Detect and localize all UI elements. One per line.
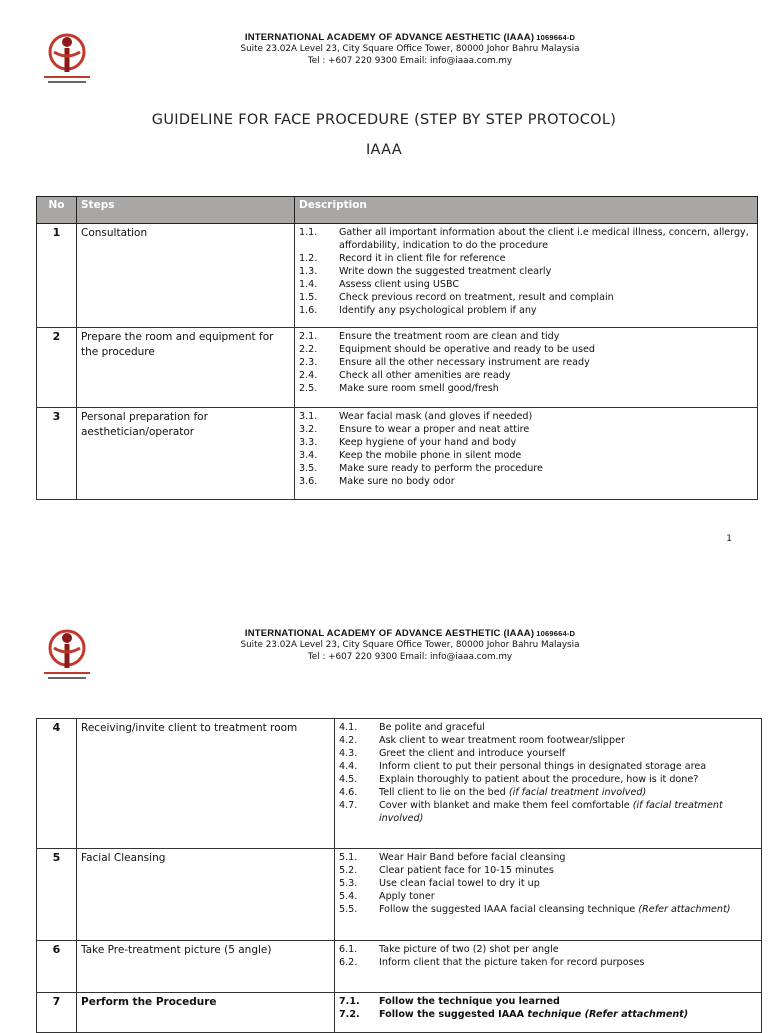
- item-number: 4.7.: [339, 800, 358, 811]
- item-number: 1.3.: [299, 266, 318, 277]
- description-item: [299, 226, 753, 252]
- table-row: [37, 993, 762, 1033]
- item-text: [379, 864, 757, 877]
- item-text: [339, 304, 753, 317]
- item-text-main: Tell client to lie on the bed: [379, 787, 506, 798]
- item-note: (Refer attachment): [638, 904, 731, 915]
- item-text: [339, 291, 753, 304]
- item-number: 7.1.: [339, 996, 360, 1007]
- description-item: [299, 475, 753, 488]
- item-text-main: Ask client to wear treatment room footwear/slipper: [379, 735, 625, 746]
- description-item: [299, 343, 753, 356]
- item-number: 5.2.: [339, 865, 358, 876]
- item-text-main: Assess client using USBC: [339, 279, 460, 290]
- item-number: 4.2.: [339, 735, 358, 746]
- item-text-main: Check all other amenities are ready: [339, 370, 511, 381]
- item-text: [379, 773, 757, 786]
- step-number: 4: [37, 719, 77, 849]
- item-text-main: Keep the mobile phone in silent mode: [339, 450, 522, 461]
- item-text: [339, 369, 753, 382]
- item-number: 3.3.: [299, 437, 318, 448]
- item-text-main: Wear facial mask (and gloves if needed): [339, 411, 533, 422]
- item-text: [379, 943, 757, 956]
- description-item: [299, 265, 753, 278]
- item-text-main: Wear Hair Band before facial cleansing: [379, 852, 566, 863]
- description-item: [299, 449, 753, 462]
- description-item: [339, 890, 757, 903]
- item-text: [339, 410, 753, 423]
- table-row: [37, 941, 762, 993]
- iaaa-logo-icon: [36, 30, 98, 90]
- item-text-main: Ensure the treatment room are clean and tidy: [339, 331, 560, 342]
- item-text: [339, 252, 753, 265]
- description-item: [339, 851, 757, 864]
- org-address: Suite 23.02A Level 23, City Square Office Tower, 80000 Johor Bahru Malaysia: [240, 640, 580, 650]
- item-number: 3.6.: [299, 476, 318, 487]
- description-item: [299, 369, 753, 382]
- item-text: [339, 475, 753, 488]
- item-text: [379, 851, 757, 864]
- page-header: [0, 30, 768, 100]
- document-title: GUIDELINE FOR FACE PROCEDURE (STEP BY STEP PROTOCOL): [151, 112, 617, 128]
- item-number: 4.1.: [339, 722, 358, 733]
- description-item: [299, 436, 753, 449]
- item-text-main: Equipment should be operative and ready to be used: [339, 344, 595, 355]
- step-name: Take Pre-treatment picture (5 angle): [77, 941, 335, 993]
- item-number: 5.3.: [339, 878, 358, 889]
- item-text: [379, 747, 757, 760]
- procedure-table-page-1: [36, 196, 758, 500]
- org-contact: Tel : +607 220 9300 Email: info@iaaa.com.my: [307, 652, 513, 662]
- step-name: Personal preparation for aesthetician/operator: [77, 408, 295, 500]
- item-text-main: Record it in client file for reference: [339, 253, 506, 264]
- step-name: Perform the Procedure: [77, 993, 335, 1033]
- description-item: [299, 462, 753, 475]
- item-number: 3.5.: [299, 463, 318, 474]
- item-text-main: Inform client to put their personal things in designated storage area: [379, 761, 707, 772]
- item-number: 5.5.: [339, 904, 358, 915]
- item-number: 2.3.: [299, 357, 318, 368]
- document-page-2: [0, 610, 768, 1024]
- item-number: 1.6.: [299, 305, 318, 316]
- org-info: [190, 628, 630, 663]
- step-number: 2: [37, 328, 77, 408]
- item-text-main: Make sure ready to perform the procedure: [339, 463, 543, 474]
- item-text: [379, 995, 757, 1008]
- registration-number: 1069664-D: [536, 629, 576, 638]
- item-note: (if facial treatment involved): [508, 787, 647, 798]
- item-text-main: Ensure all the other necessary instrument are ready: [339, 357, 590, 368]
- item-text: [379, 734, 757, 747]
- item-text: [339, 423, 753, 436]
- item-number: 5.1.: [339, 852, 358, 863]
- step-number: 1: [37, 224, 77, 328]
- item-text-main: Cover with blanket and make them feel comfortable: [379, 800, 630, 811]
- org-address: Suite 23.02A Level 23, City Square Office Tower, 80000 Johor Bahru Malaysia: [240, 44, 580, 54]
- item-text: [379, 786, 757, 799]
- table-header-row: [37, 197, 758, 224]
- step-number: 3: [37, 408, 77, 500]
- description-item: [339, 734, 757, 747]
- registration-number: 1069664-D: [536, 33, 576, 42]
- description-item: [339, 943, 757, 956]
- step-description: [295, 408, 758, 500]
- item-number: 4.4.: [339, 761, 358, 772]
- description-item: [299, 252, 753, 265]
- item-text: [339, 462, 753, 475]
- item-text-main: Clear patient face for 10-15 minutes: [379, 865, 554, 876]
- org-info: [190, 32, 630, 67]
- description-item: [339, 760, 757, 773]
- item-number: 1.4.: [299, 279, 318, 290]
- step-description: [295, 224, 758, 328]
- org-name-line: [190, 628, 630, 639]
- description-item: [299, 304, 753, 317]
- item-number: 2.4.: [299, 370, 318, 381]
- description-item: [339, 864, 757, 877]
- table-row: [37, 328, 758, 408]
- item-text-main: Keep hygiene of your hand and body: [339, 437, 517, 448]
- item-text: [379, 956, 757, 969]
- item-number: 5.4.: [339, 891, 358, 902]
- item-number: 3.4.: [299, 450, 318, 461]
- item-text: [339, 343, 753, 356]
- item-text-main: Make sure no body odor: [339, 476, 455, 487]
- page-header: [0, 626, 768, 696]
- header-description: Description: [295, 197, 758, 224]
- table-row: [37, 719, 762, 849]
- description-item: [339, 995, 757, 1008]
- org-name: INTERNATIONAL ACADEMY OF ADVANCE AESTHETIC (IAAA): [244, 32, 535, 43]
- item-note: (if facial treatment involved): [379, 800, 723, 824]
- item-number: 3.1.: [299, 411, 318, 422]
- item-text-main: Apply toner: [379, 891, 435, 902]
- step-number: 7: [37, 993, 77, 1033]
- org-contact: Tel : +607 220 9300 Email: info@iaaa.com.my: [307, 56, 513, 66]
- item-text-main: Identify any psychological problem if any: [339, 305, 537, 316]
- item-text: [339, 382, 753, 395]
- item-text-main: Take picture of two (2) shot per angle: [379, 944, 559, 955]
- item-text: [339, 226, 753, 252]
- item-text-main: Follow the suggested IAAA facial cleansing technique: [379, 904, 636, 915]
- item-number: 6.1.: [339, 944, 358, 955]
- item-text-main: Be polite and graceful: [379, 722, 485, 733]
- step-name: Receiving/invite client to treatment room: [77, 719, 335, 849]
- item-text-main: Follow the technique you learned: [379, 996, 560, 1007]
- description-item: [299, 410, 753, 423]
- item-number: 6.2.: [339, 957, 358, 968]
- table-row: [37, 408, 758, 500]
- description-item: [299, 356, 753, 369]
- item-number: 1.5.: [299, 292, 318, 303]
- description-item: [339, 877, 757, 890]
- step-name: Prepare the room and equipment for the procedure: [77, 328, 295, 408]
- table-row: [37, 224, 758, 328]
- org-name: INTERNATIONAL ACADEMY OF ADVANCE AESTHETIC (IAAA): [244, 628, 535, 639]
- step-description: [335, 719, 762, 849]
- step-description: [335, 941, 762, 993]
- item-text-main: Inform client that the picture taken for record purposes: [379, 957, 645, 968]
- item-number: 7.2.: [339, 1009, 360, 1020]
- item-number: 4.3.: [339, 748, 358, 759]
- iaaa-logo-icon: [36, 626, 98, 686]
- item-text-main: Gather all important information about the client i.e medical illness, concern, allergy, affordability, indication to do the procedure: [339, 227, 749, 251]
- description-item: [299, 382, 753, 395]
- item-note: technique (Refer attachment): [527, 1009, 689, 1020]
- item-text: [339, 356, 753, 369]
- item-text: [379, 760, 757, 773]
- step-name: Facial Cleansing: [77, 849, 335, 941]
- description-item: [299, 278, 753, 291]
- item-text: [379, 799, 757, 825]
- item-number: 2.2.: [299, 344, 318, 355]
- page-number: 1: [726, 534, 732, 544]
- item-text: [339, 278, 753, 291]
- item-number: 1.2.: [299, 253, 318, 264]
- table-row: [37, 849, 762, 941]
- description-item: [339, 1008, 757, 1021]
- header-no: No: [37, 197, 77, 224]
- item-text-main: Use clean facial towel to dry it up: [379, 878, 540, 889]
- item-text: [339, 449, 753, 462]
- step-number: 5: [37, 849, 77, 941]
- item-text: [379, 721, 757, 734]
- description-item: [339, 721, 757, 734]
- description-item: [299, 423, 753, 436]
- description-item: [339, 747, 757, 760]
- item-text: [379, 903, 757, 916]
- item-text-main: Follow the suggested IAAA: [379, 1009, 525, 1020]
- org-name-line: [190, 32, 630, 43]
- item-text-main: Write down the suggested treatment clearly: [339, 266, 552, 277]
- item-number: 2.5.: [299, 383, 318, 394]
- description-item: [339, 773, 757, 786]
- description-item: [299, 291, 753, 304]
- description-item: [339, 799, 757, 825]
- item-number: 4.5.: [339, 774, 358, 785]
- header-steps: Steps: [77, 197, 295, 224]
- item-number: 1.1.: [299, 227, 318, 238]
- item-text: [339, 330, 753, 343]
- description-item: [339, 903, 757, 916]
- item-text-main: Explain thoroughly to patient about the procedure, how is it done?: [379, 774, 699, 785]
- item-text-main: Ensure to wear a proper and neat attire: [339, 424, 530, 435]
- description-item: [339, 956, 757, 969]
- item-number: 2.1.: [299, 331, 318, 342]
- description-item: [299, 330, 753, 343]
- item-number: 3.2.: [299, 424, 318, 435]
- procedure-table-page-2: [36, 718, 762, 1033]
- item-text: [339, 436, 753, 449]
- item-text-main: Check previous record on treatment, result and complain: [339, 292, 614, 303]
- step-description: [335, 993, 762, 1033]
- item-text: [379, 877, 757, 890]
- document-subtitle: IAAA: [365, 142, 403, 158]
- item-text: [379, 1008, 757, 1021]
- description-item: [339, 786, 757, 799]
- step-name: Consultation: [77, 224, 295, 328]
- item-number: 4.6.: [339, 787, 358, 798]
- item-text-main: Greet the client and introduce yourself: [379, 748, 566, 759]
- step-description: [295, 328, 758, 408]
- item-text: [379, 890, 757, 903]
- item-text-main: Make sure room smell good/fresh: [339, 383, 499, 394]
- step-number: 6: [37, 941, 77, 993]
- item-text: [339, 265, 753, 278]
- step-description: [335, 849, 762, 941]
